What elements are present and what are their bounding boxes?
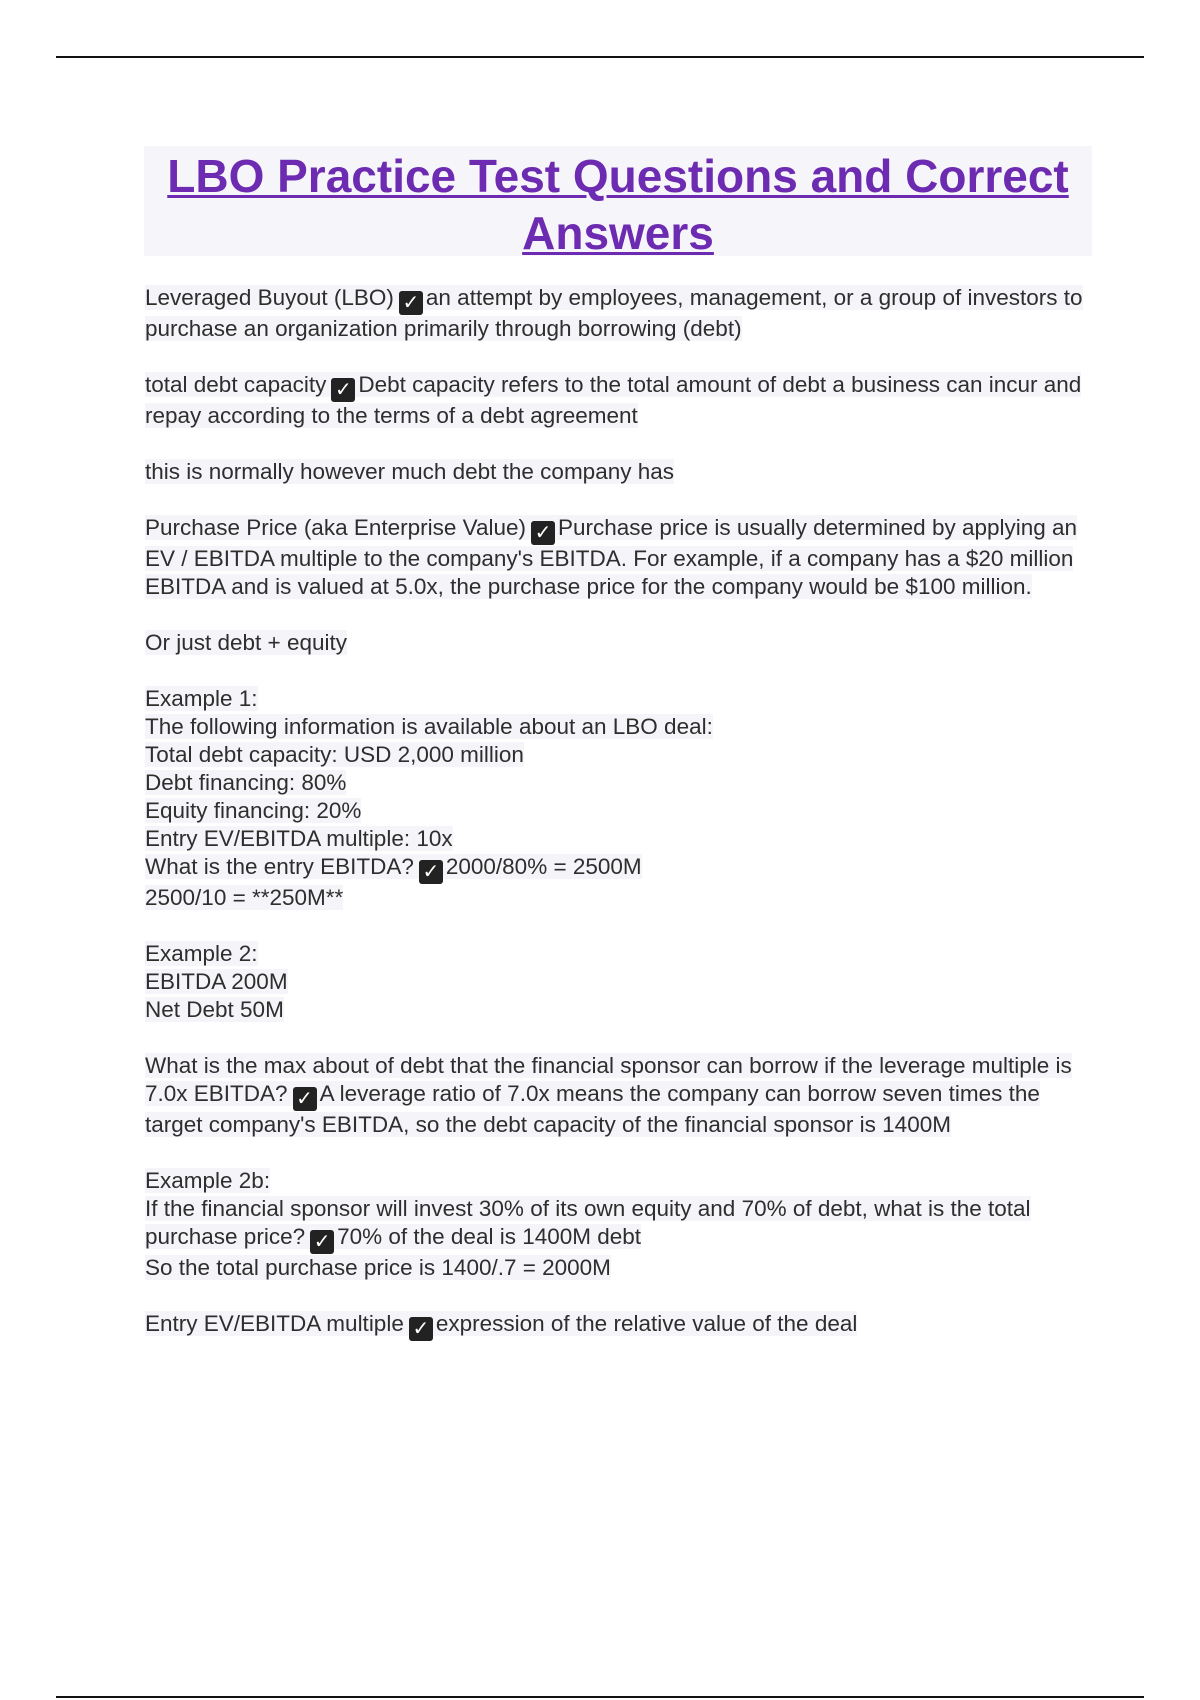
note-debt-capacity: this is normally however much debt the company has <box>145 459 675 484</box>
check-box-icon: ✓ <box>409 1317 433 1341</box>
entry-max-debt <box>145 1052 1090 1139</box>
example-heading: Example 2b: <box>145 1168 271 1193</box>
entry-entry-multiple <box>145 1310 1090 1341</box>
answer-text: 2500/10 = **250M** <box>145 885 344 910</box>
check-box-icon: ✓ <box>293 1087 317 1111</box>
entry-lbo <box>145 284 1090 343</box>
question-text: If the financial sponsor will invest 30% of its own equity and 70% of debt, what is the total purchase price? <box>145 1196 1031 1249</box>
example-line: Equity financing: 20% <box>145 798 362 823</box>
example-heading: Example 1: <box>145 686 258 711</box>
example-line: Total debt capacity: USD 2,000 million <box>145 742 524 767</box>
check-box-icon: ✓ <box>399 291 423 315</box>
answer-text: Purchase price is usually determined by applying an EV / EBITDA multiple to the company's EBITDA. For example, if a company has a $20 million EBITDA and is valued at 5.0x, the purchase price for the company would be $100 million. <box>145 515 1078 599</box>
example-line: Entry EV/EBITDA multiple: 10x <box>145 826 453 851</box>
bottom-rule <box>56 1696 1144 1698</box>
term-text: Leveraged Buyout (LBO) <box>145 285 394 310</box>
check-box-icon: ✓ <box>331 378 355 402</box>
example-line: The following information is available about an LBO deal: <box>145 714 713 739</box>
example-line: Net Debt 50M <box>145 997 284 1022</box>
top-rule <box>56 56 1144 58</box>
entry-debt-capacity <box>145 371 1090 430</box>
check-box-icon: ✓ <box>419 860 443 884</box>
example-line: EBITDA 200M <box>145 969 288 994</box>
example-heading: Example 2: <box>145 941 258 966</box>
title-banner <box>144 146 1092 259</box>
answer-text: 70% of the deal is 1400M debt <box>337 1224 642 1249</box>
answer-text: expression of the relative value of the deal <box>435 1311 858 1336</box>
term-text: total debt capacity <box>145 372 327 397</box>
document-body <box>145 284 1090 1341</box>
answer-text: A leverage ratio of 7.0x means the company can borrow seven times the target company's EBITDA, so the debt capacity of the financial sponsor is 1400M <box>145 1081 1040 1137</box>
term-text: Purchase Price (aka Enterprise Value) <box>145 515 527 540</box>
question-text: What is the entry EBITDA? <box>145 854 414 879</box>
answer-text: Debt capacity refers to the total amount of debt a business can incur and repay according to the terms of a debt agreement <box>145 372 1082 428</box>
entry-purchase-price <box>145 514 1090 601</box>
question-text: What is the max about of debt that the financial sponsor can borrow if the leverage multiple is 7.0x EBITDA? <box>145 1053 1072 1106</box>
example-1 <box>145 685 1090 912</box>
answer-text: So the total purchase price is 1400/.7 = 2000M <box>145 1255 611 1280</box>
example-line: Debt financing: 80% <box>145 770 347 795</box>
term-text: Entry EV/EBITDA multiple <box>145 1311 404 1336</box>
answer-text: 2000/80% = 2500M <box>445 854 642 879</box>
page-title: LBO Practice Test Questions and Correct Answers <box>167 150 1069 259</box>
note-purchase-price: Or just debt + equity <box>145 630 347 655</box>
example-2b <box>145 1167 1090 1282</box>
answer-text: an attempt by employees, management, or a group of investors to purchase an organization primarily through borrowing (debt) <box>145 285 1083 341</box>
check-box-icon: ✓ <box>310 1230 334 1254</box>
example-2 <box>145 940 1090 1024</box>
check-box-icon: ✓ <box>531 521 555 545</box>
